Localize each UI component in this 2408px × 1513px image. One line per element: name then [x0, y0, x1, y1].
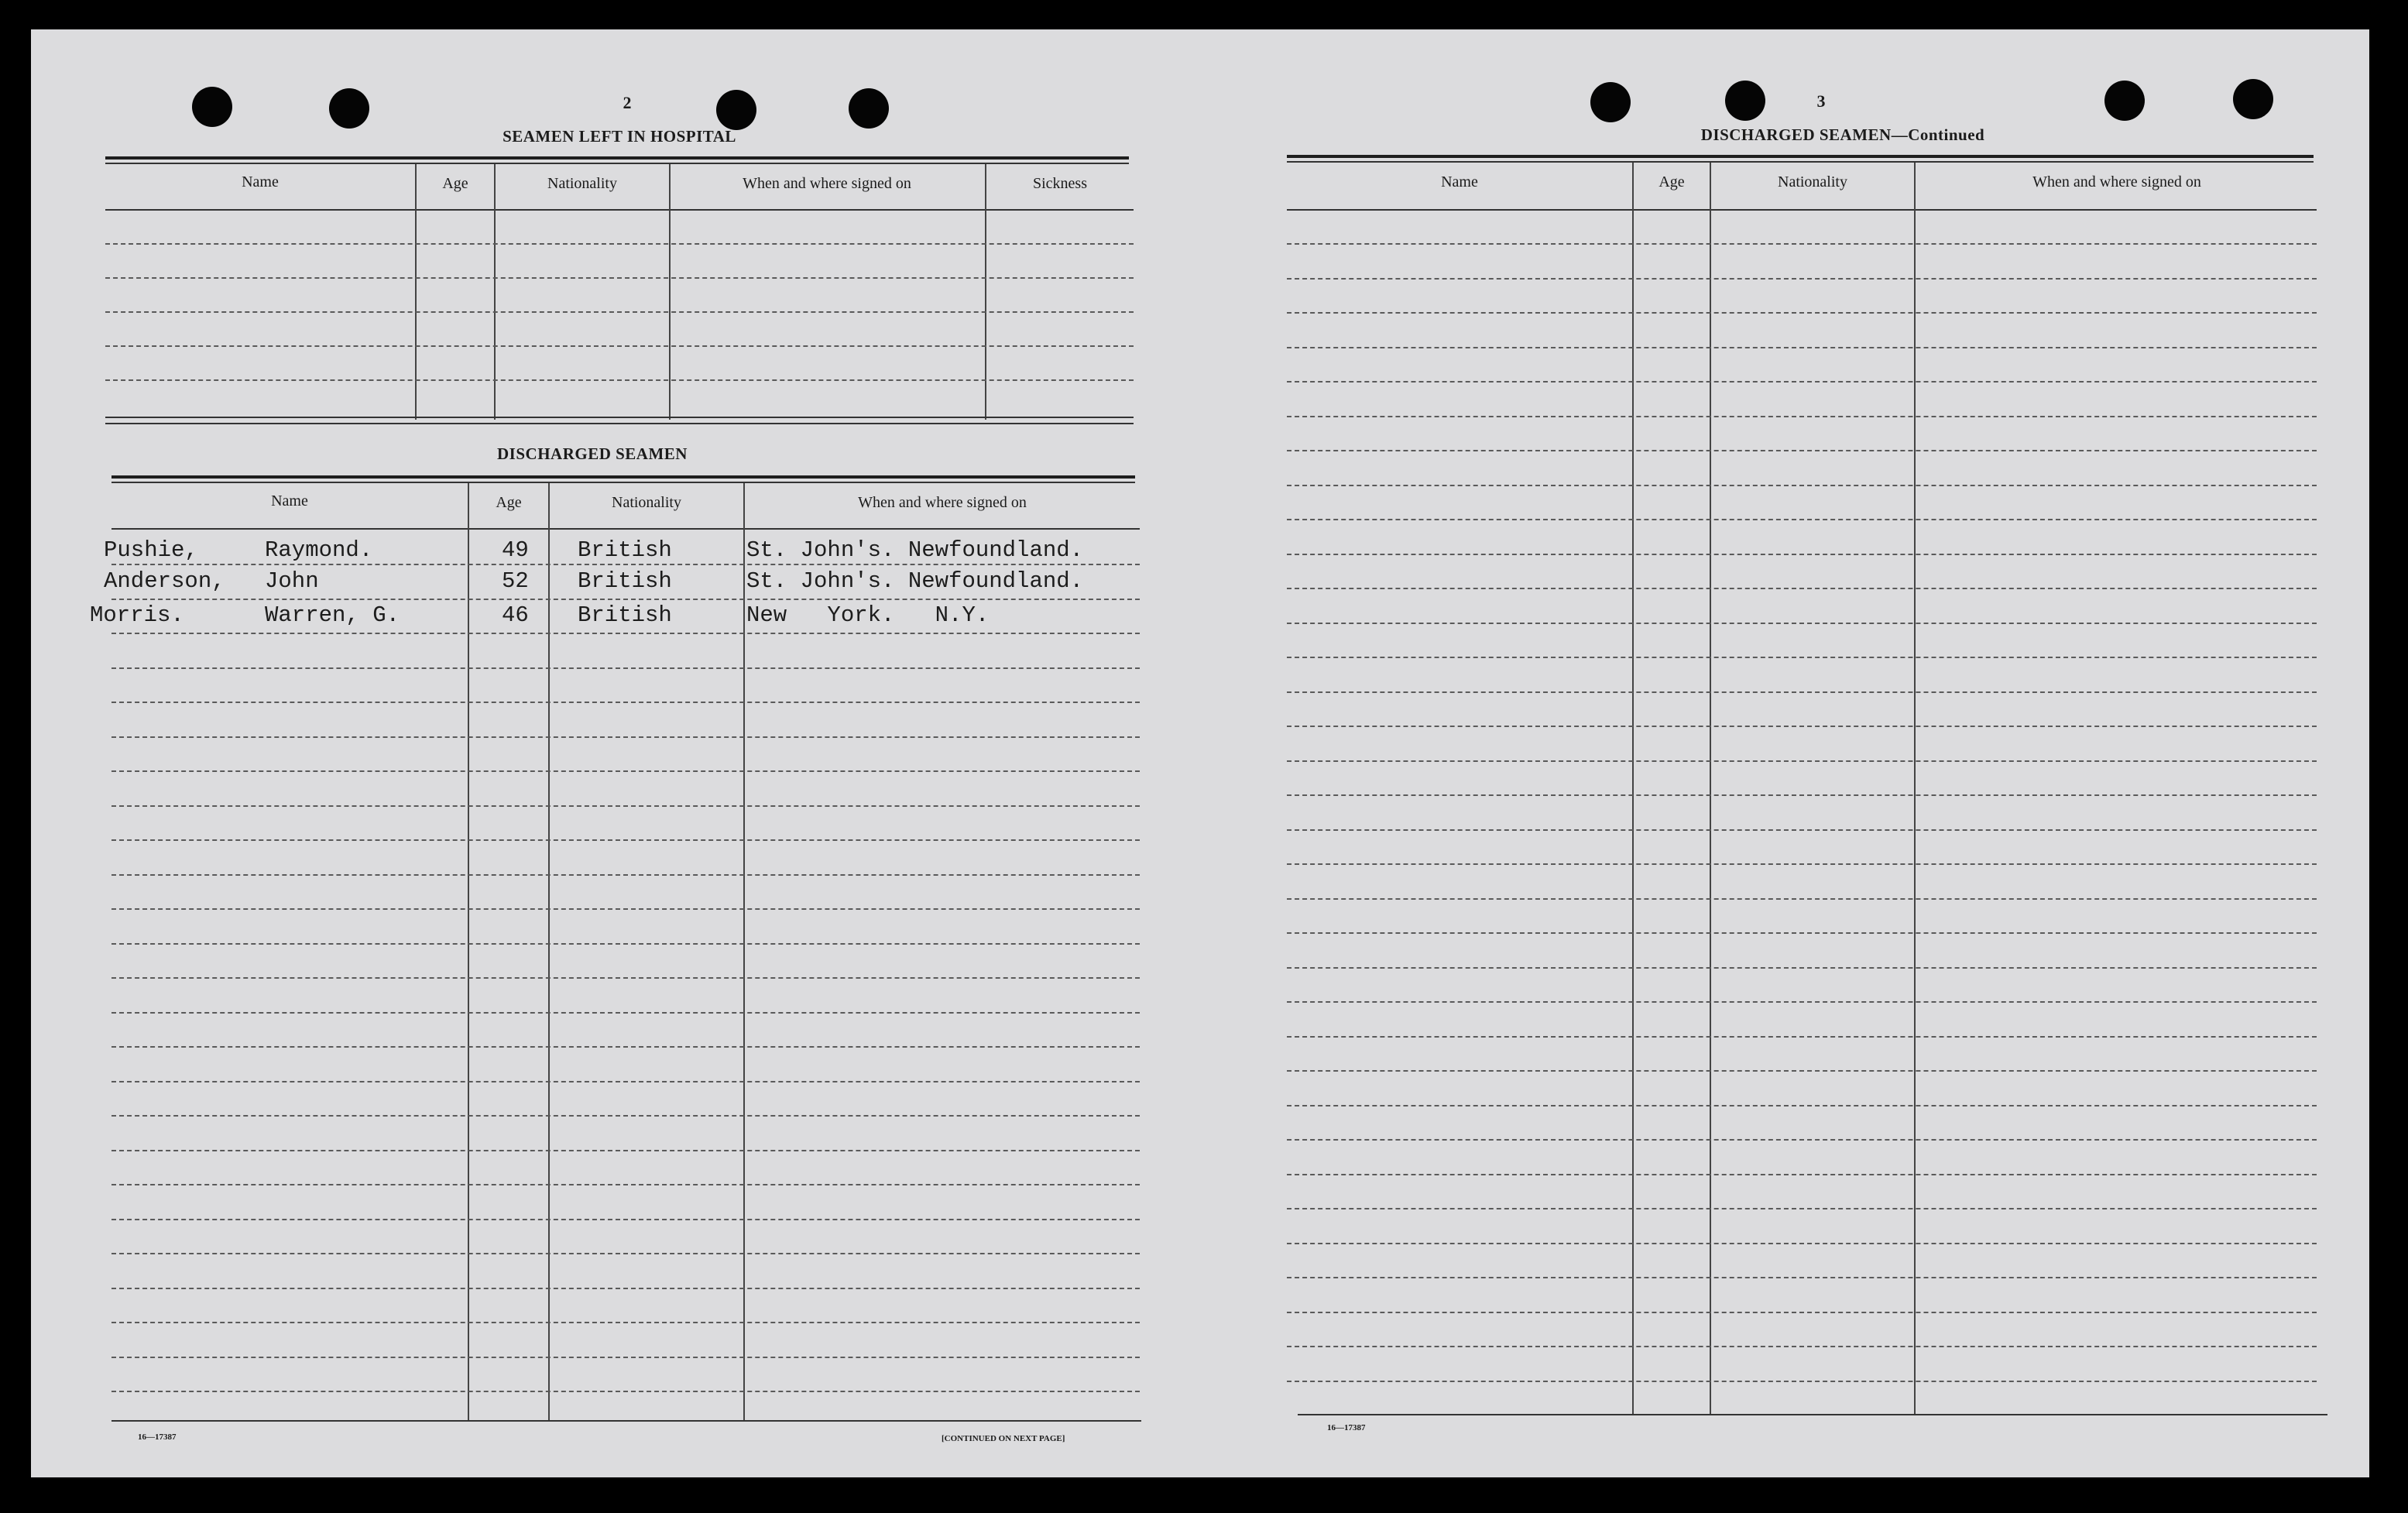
right-section-title: [1603, 125, 2083, 145]
punch-hole: [192, 87, 232, 127]
row-line: [111, 736, 1140, 738]
row-line: [1287, 416, 2317, 417]
left-page: [31, 29, 1200, 1477]
row-line: [1287, 1277, 2317, 1278]
form-number: 16—17387: [1327, 1423, 1366, 1432]
row-line: [1287, 863, 2317, 865]
row-line: [1287, 312, 2317, 314]
row-line: [111, 770, 1140, 772]
punch-hole: [2104, 81, 2145, 121]
punch-hole: [849, 88, 889, 129]
row-line: [1287, 623, 2317, 624]
row-line: [1287, 932, 2317, 934]
punch-hole: [1590, 82, 1631, 122]
row-3-signed-on: New York. N.Y.: [746, 602, 990, 628]
row-line: [111, 1081, 1140, 1082]
discharged-section-title: DISCHARGED SEAMEN: [497, 444, 688, 463]
row-line: [1287, 1070, 2317, 1072]
row-line: [111, 1288, 1140, 1289]
row-line: [1287, 1346, 2317, 1347]
row-line: [111, 839, 1140, 841]
row-line: [1287, 1139, 2317, 1141]
row-line: [111, 564, 1140, 565]
hospital-col-signed-on: When and where signed on: [743, 175, 911, 192]
row-3-nationality: British: [578, 602, 672, 628]
row-line: [1287, 519, 2317, 520]
row-line: [1287, 243, 2317, 245]
discharged-col-signed-on: When and where signed on: [858, 494, 1027, 511]
row-line: [1287, 794, 2317, 796]
row-line: [111, 977, 1140, 979]
row-2-surname: Anderson,: [104, 568, 225, 594]
row-line: [1287, 760, 2317, 762]
hospital-row-line: [105, 311, 1134, 313]
row-2-signed-on: St. John's. Newfoundland.: [746, 568, 1084, 594]
punch-hole: [716, 90, 756, 130]
row-line: [1287, 726, 2317, 727]
discharged-col-age: Age: [496, 494, 522, 511]
row-line: [111, 1322, 1140, 1323]
hospital-row-line: [105, 379, 1134, 381]
row-line: [111, 1219, 1140, 1220]
right-page: [1200, 29, 2369, 1477]
row-line: [1287, 1105, 2317, 1106]
hospital-section-title: SEAMEN LEFT IN HOSPITAL: [503, 127, 736, 146]
row-line: [1287, 381, 2317, 383]
hospital-col-name: Name: [242, 173, 279, 190]
row-line: [1287, 691, 2317, 693]
hospital-top-rule: [105, 156, 1129, 160]
row-line: [111, 908, 1140, 910]
row-line: [1287, 1174, 2317, 1175]
row-3-age: 46: [502, 602, 529, 628]
hospital-row-line: [105, 243, 1134, 245]
right-title-suffix: —Continued: [1891, 125, 1985, 144]
row-line: [1287, 554, 2317, 555]
row-1-signed-on: St. John's. Newfoundland.: [746, 537, 1084, 563]
row-line: [111, 1391, 1140, 1392]
row-line: [111, 633, 1140, 634]
row-line: [1287, 1243, 2317, 1244]
right-col-signed-on: When and where signed on: [2032, 173, 2201, 190]
row-line: [111, 1357, 1140, 1358]
row-3-given: Warren, G.: [265, 602, 400, 628]
row-line: [1287, 1001, 2317, 1003]
page-number: 3: [1816, 91, 1826, 111]
row-line: [1287, 898, 2317, 900]
row-2-age: 52: [502, 568, 529, 594]
row-line: [111, 1184, 1140, 1185]
row-2-given: John: [265, 568, 319, 594]
row-2-nationality: British: [578, 568, 672, 594]
hospital-col-nationality: Nationality: [547, 175, 617, 192]
row-1-surname: Pushie,: [104, 537, 198, 563]
row-line: [1287, 1381, 2317, 1382]
row-line: [1287, 657, 2317, 658]
row-line: [111, 1115, 1140, 1117]
right-col-age: Age: [1659, 173, 1685, 190]
row-line: [1287, 450, 2317, 451]
row-line: [1287, 1312, 2317, 1313]
row-line: [1287, 829, 2317, 831]
row-3-surname: Morris.: [90, 602, 184, 628]
continued-note: [CONTINUED ON NEXT PAGE]: [942, 1434, 1065, 1443]
row-1-given: Raymond.: [265, 537, 373, 563]
row-line: [111, 1150, 1140, 1151]
row-line: [111, 599, 1140, 600]
row-line: [1287, 278, 2317, 280]
punch-hole: [329, 88, 369, 129]
punch-hole: [2233, 79, 2273, 119]
hospital-col-age: Age: [442, 175, 468, 192]
row-line: [111, 1253, 1140, 1254]
hospital-row-line: [105, 345, 1134, 347]
discharged-top-rule: [111, 475, 1135, 479]
punch-hole: [1725, 81, 1765, 121]
hospital-row-line: [105, 277, 1134, 279]
row-line: [1287, 588, 2317, 589]
row-line: [111, 702, 1140, 703]
row-line: [1287, 347, 2317, 348]
paper-sheet: [31, 29, 2369, 1477]
row-1-age: 49: [502, 537, 529, 563]
right-top-rule: [1287, 155, 2314, 158]
row-line: [111, 1012, 1140, 1014]
hospital-col-sickness: Sickness: [1033, 175, 1087, 192]
row-1-nationality: British: [578, 537, 672, 563]
right-col-nationality: Nationality: [1778, 173, 1847, 190]
row-line: [1287, 1036, 2317, 1038]
discharged-col-nationality: Nationality: [612, 494, 681, 511]
row-line: [111, 805, 1140, 807]
row-line: [1287, 1208, 2317, 1209]
right-title-main: DISCHARGED SEAMEN: [1700, 125, 1892, 144]
form-number: 16—17387: [138, 1432, 177, 1442]
row-line: [1287, 485, 2317, 486]
page-number: 2: [623, 93, 632, 112]
row-line: [111, 1046, 1140, 1048]
row-line: [111, 667, 1140, 669]
row-line: [1287, 967, 2317, 969]
row-line: [111, 943, 1140, 945]
right-col-name: Name: [1441, 173, 1478, 190]
row-line: [111, 874, 1140, 876]
discharged-col-name: Name: [271, 492, 308, 509]
